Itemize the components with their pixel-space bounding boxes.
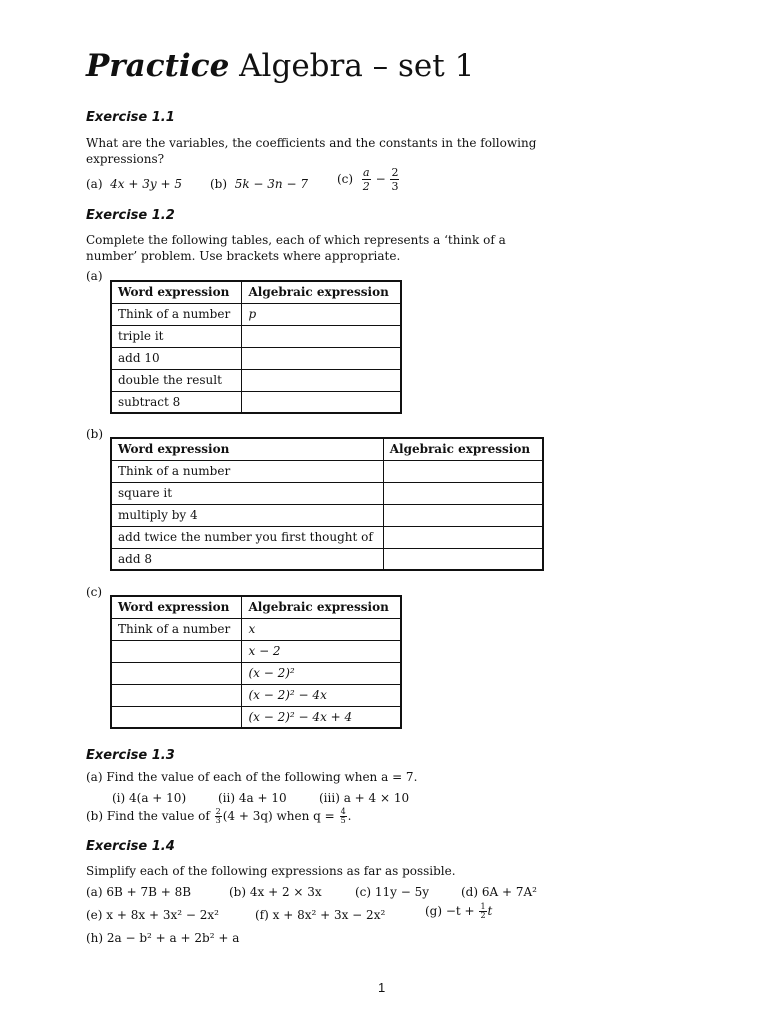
algebra-cell	[383, 548, 543, 570]
item-text: (b) Find the value of	[86, 809, 210, 823]
exercise-1-4-item-b: (b) 4x + 2 × 3x	[229, 885, 322, 899]
exercise-1-3-item-iii: (iii) a + 4 × 10	[319, 791, 410, 805]
table-row	[111, 325, 401, 347]
word-cell: add twice the number you first thought of	[111, 526, 383, 548]
exercise-1-2-heading: Exercise 1.2	[86, 208, 175, 223]
title-rest: Algebra – set 1	[239, 48, 475, 84]
word-cell	[111, 662, 242, 684]
table-c-label: (c)	[86, 585, 103, 599]
item-text: .	[347, 809, 352, 823]
word-cell: Think of a number	[111, 618, 242, 640]
algebra-cell: (x − 2)² − 4x + 4	[242, 706, 401, 728]
page-number: 1	[378, 980, 386, 995]
exercise-1-3-item-b	[86, 808, 351, 825]
exercise-1-1-item-c	[337, 166, 400, 193]
exercise-1-4-item-e: (e) x + 8x + 3x² − 2x²	[86, 908, 219, 922]
word-cell: add 10	[111, 347, 242, 369]
item-expression: 4x + 3y + 5	[110, 177, 182, 191]
table-c	[110, 595, 402, 729]
algebra-cell	[242, 347, 401, 369]
header-cell: Algebraic expression	[383, 438, 543, 460]
page-title	[86, 48, 474, 84]
exercise-1-4-text: Simplify each of the following expressions as far as possible.	[86, 864, 456, 878]
table-a	[110, 280, 402, 414]
item-label: (a)	[86, 177, 103, 191]
table-row	[111, 504, 543, 526]
item-text: (g) −t +	[425, 904, 475, 918]
algebra-cell: x − 2	[242, 640, 401, 662]
table-row	[111, 684, 401, 706]
algebra-cell	[242, 369, 401, 391]
word-cell: subtract 8	[111, 391, 242, 413]
exercise-1-3-item-i: (i) 4(a + 10)	[112, 791, 187, 805]
exercise-1-4-heading: Exercise 1.4	[86, 839, 175, 854]
table-a-label: (a)	[86, 269, 103, 283]
exercise-1-1-item-b	[210, 176, 308, 192]
exercise-1-3-heading: Exercise 1.3	[86, 748, 175, 763]
header-cell: Word expression	[111, 438, 383, 460]
minus-sign: −	[375, 172, 386, 186]
algebra-cell: (x − 2)²	[242, 662, 401, 684]
table-row	[111, 640, 401, 662]
word-cell: double the result	[111, 369, 242, 391]
algebra-cell: p	[242, 303, 401, 325]
word-cell: triple it	[111, 325, 242, 347]
header-cell: Word expression	[111, 281, 242, 303]
item-text: (4 + 3q) when q =	[222, 809, 335, 823]
table-row	[111, 662, 401, 684]
exercise-1-4-item-g	[425, 903, 492, 920]
item-text: t	[487, 904, 493, 918]
table-row	[111, 391, 401, 413]
header-cell: Word expression	[111, 596, 242, 618]
header-cell: Algebraic expression	[242, 281, 401, 303]
exercise-1-4-item-a: (a) 6B + 7B + 8B	[86, 885, 192, 899]
word-cell: square it	[111, 482, 383, 504]
table-row	[111, 460, 543, 482]
word-cell	[111, 684, 242, 706]
word-cell	[111, 706, 242, 728]
word-cell: Think of a number	[111, 303, 242, 325]
word-cell: add 8	[111, 548, 383, 570]
algebra-cell	[383, 482, 543, 504]
item-expression: 5k − 3n − 7	[234, 177, 308, 191]
fraction: $\frac{4}{5}$	[340, 807, 346, 825]
exercise-1-3-item-a: (a) Find the value of each of the following when a = 7.	[86, 770, 418, 784]
algebra-cell	[383, 460, 543, 482]
exercise-1-2-text: Complete the following tables, each of which represents a ‘think of a number’ problem. Use brackets where appropriate.	[86, 233, 506, 263]
table-row	[111, 618, 401, 640]
word-cell: Think of a number	[111, 460, 383, 482]
fraction: $\frac{1}{2}$	[480, 902, 486, 920]
title-bold-word: Practice	[86, 48, 230, 84]
table-header-row	[111, 596, 401, 618]
exercise-1-1-text: What are the variables, the coefficients and the constants in the following expressions?	[86, 136, 537, 166]
table-row	[111, 526, 543, 548]
exercise-1-4-item-d: (d) 6A + 7A²	[461, 885, 537, 899]
fraction: $\frac{a}{2}$	[362, 166, 370, 193]
exercise-1-1-item-a	[86, 176, 182, 192]
algebra-cell	[383, 526, 543, 548]
table-row	[111, 706, 401, 728]
table-header-row	[111, 438, 543, 460]
table-header-row	[111, 281, 401, 303]
algebra-cell	[383, 504, 543, 526]
algebra-cell: x	[242, 618, 401, 640]
table-b	[110, 437, 544, 571]
exercise-1-3-item-ii: (ii) 4a + 10	[218, 791, 287, 805]
exercise-1-4-item-h: (h) 2a − b² + a + 2b² + a	[86, 931, 240, 945]
table-row	[111, 369, 401, 391]
algebra-cell: (x − 2)² − 4x	[242, 684, 401, 706]
table-b-label: (b)	[86, 427, 104, 441]
item-label: (b)	[210, 177, 228, 191]
table-row	[111, 347, 401, 369]
word-cell: multiply by 4	[111, 504, 383, 526]
exercise-1-1-heading: Exercise 1.1	[86, 110, 175, 125]
table-row	[111, 303, 401, 325]
fraction: $\frac{2}{3}$	[391, 166, 399, 193]
table-row	[111, 548, 543, 570]
header-cell: Algebraic expression	[242, 596, 401, 618]
item-label: (c)	[337, 172, 354, 186]
exercise-1-4-item-f: (f) x + 8x² + 3x − 2x²	[255, 908, 386, 922]
word-cell	[111, 640, 242, 662]
table-row	[111, 482, 543, 504]
exercise-1-4-item-c: (c) 11y − 5y	[355, 885, 430, 899]
algebra-cell	[242, 325, 401, 347]
algebra-cell	[242, 391, 401, 413]
fraction: $\frac{2}{3}$	[215, 807, 221, 825]
